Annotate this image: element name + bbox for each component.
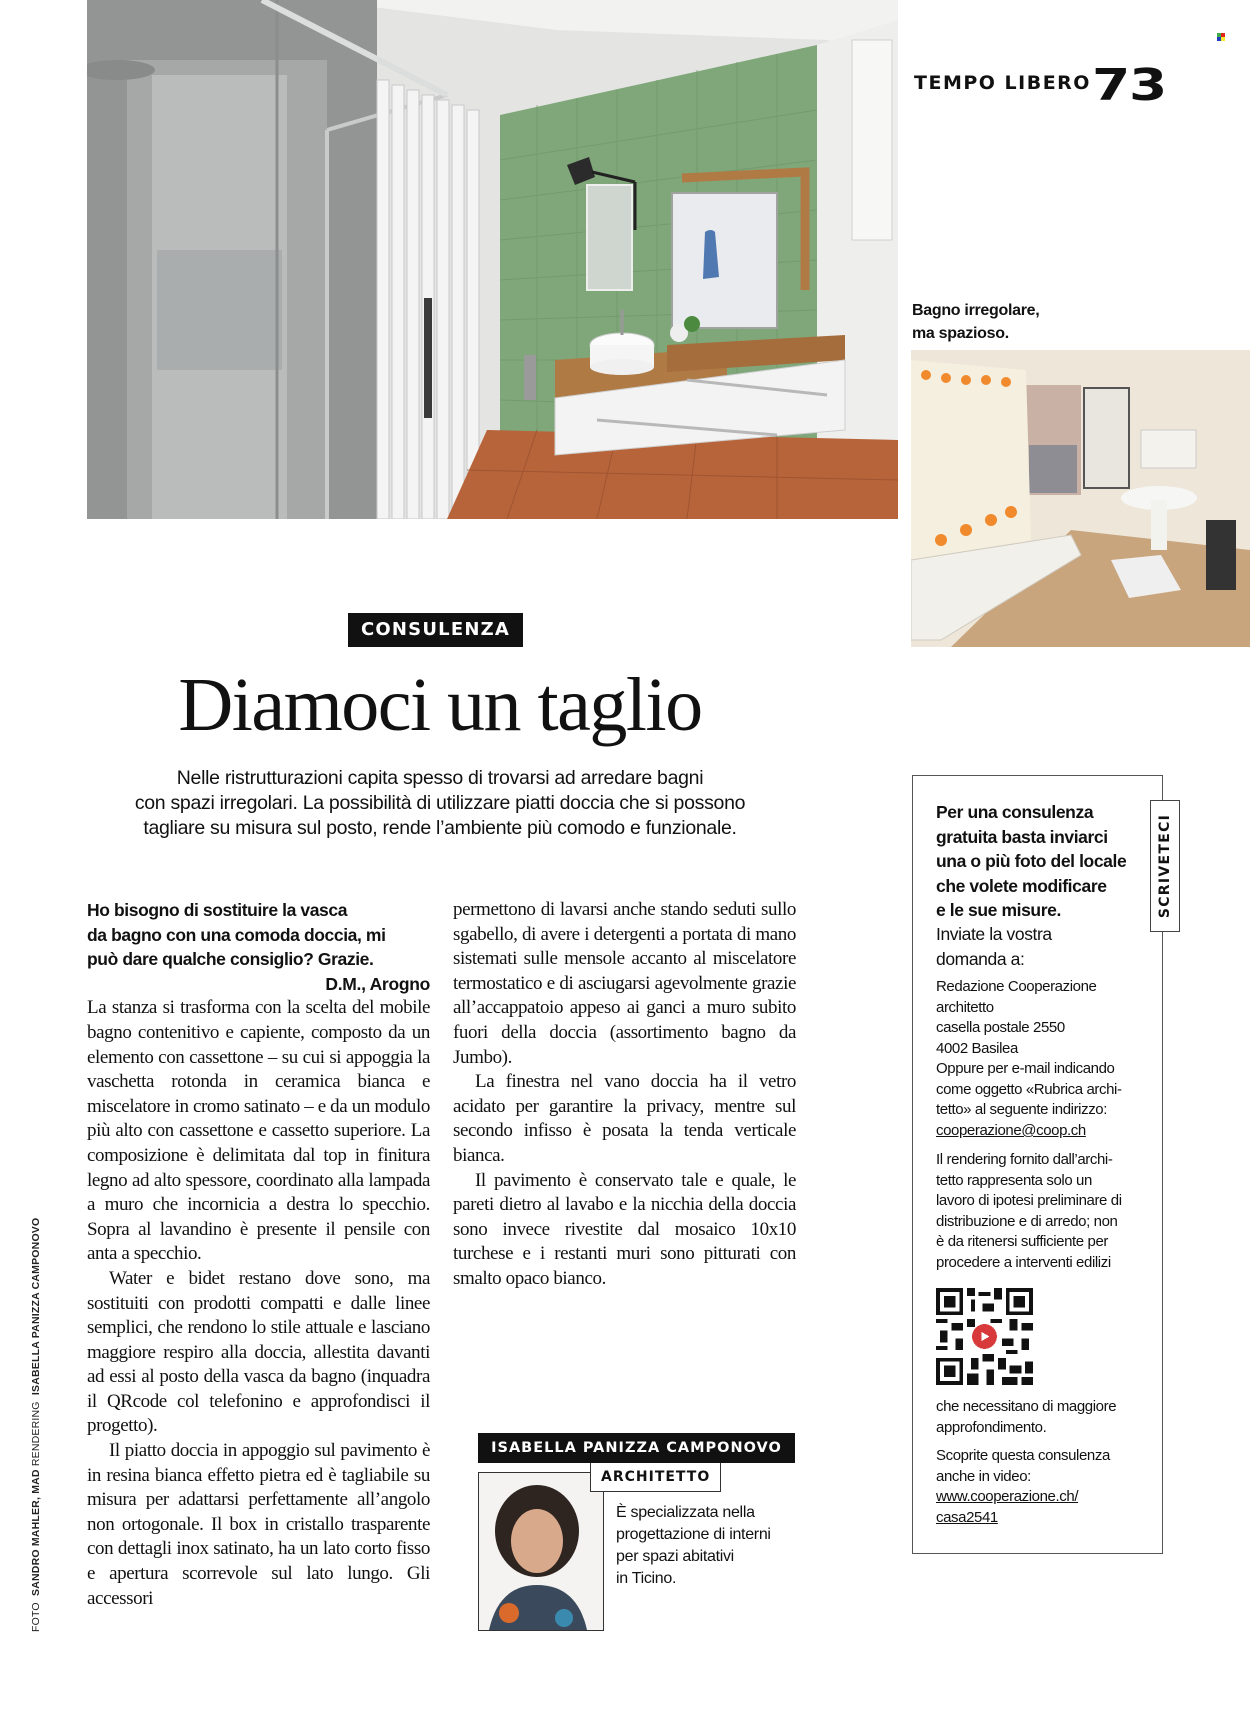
kicker-badge: CONSULENZA — [348, 613, 523, 647]
sidebar-intro-line: Per una consulenza — [936, 802, 1094, 822]
photo-credit — [30, 1217, 42, 1632]
sidebar-instructions — [936, 922, 1156, 971]
rendering-disclaimer — [936, 1150, 1156, 1273]
postal-address — [936, 977, 1156, 1121]
bathroom-rendering-image — [87, 0, 898, 519]
article-column-1 — [87, 898, 430, 1611]
question-line: da bagno con una comoda doccia, mi — [87, 924, 386, 945]
author-bio — [616, 1502, 806, 1590]
disclaimer-line: tetto rappresenta solo un — [936, 1171, 1092, 1189]
sidebar-instructions-line: domanda a: — [936, 948, 1025, 969]
bio-line: progettazione di interni — [616, 1526, 771, 1543]
address-line: 4002 Basilea — [936, 1039, 1018, 1057]
body-paragraph: Water e bidet restano dove sono, ma sostituiti con prodotti compatti e dalle linee semplici, che rendono lo stile attuale e lasciano maggiore respiro alla doccia, allestita davanti ad essi al posto della vasca da bagno (inquadra il QRcode col telefonino e approfondisci il progetto). — [87, 1267, 430, 1437]
address-line: Oppure per e-mail indicando — [936, 1060, 1115, 1077]
article-column-2 — [453, 898, 796, 1292]
video-text-line: Scoprite questa consulenza — [936, 1447, 1110, 1464]
address-line: tetto» al seguente indirizzo: — [936, 1101, 1108, 1118]
email-link[interactable]: cooperazione@coop.ch — [936, 1122, 1086, 1139]
video-link[interactable]: casa2541 — [936, 1508, 998, 1526]
lead-line: con spazi irregolari. La possibilità di utilizzare piatti doccia che si possono — [134, 792, 746, 814]
body-paragraph: La stanza si trasforma con la scelta del mobile bagno contenitivo e capiente, composto da un elemento con cassettone – su cui si appoggia la vaschetta rotonda in ceramica bianca e miscelatore in cromo satinato – e da un modulo più alto con cassettone e cassetto superiore. La composizione è delimitata dal top in finitura legno ad alto spessore, coordinato alla lampada a muro che incornicia a destra lo specchio. Sopra al lavandino è presente il pensile con anta a specchio. — [87, 997, 430, 1265]
sidebar-intro-line: e le sue misure. — [936, 900, 1061, 920]
headline: Diamoci un taglio — [178, 663, 702, 747]
question-line: può dare qualche consiglio? Grazie. — [87, 949, 374, 970]
disclaimer-line: distribuzione e di arredo; non — [936, 1212, 1118, 1230]
video-link[interactable]: www.cooperazione.ch/ — [936, 1488, 1079, 1505]
existing-bathroom-photo — [911, 350, 1250, 647]
body-paragraph: Il piatto doccia in appoggio sul pavimento è in resina bianca effetto pietra ed è tagliabile su misura per adattarsi perfettamente all’angolo non ortogonale. Il box in cristallo trasparente con dettagli inox satinato, ha un lato corto fisso e apertura scorrevole sul lato lungo. Gli accessori — [87, 1440, 430, 1609]
qr-code-icon[interactable] — [936, 1288, 1033, 1385]
disclaimer-line: lavoro di ipotesi preliminare di — [936, 1192, 1122, 1209]
bio-line: È specializzata nella — [616, 1504, 755, 1521]
question-line: Ho bisogno di sostituire la vasca — [87, 900, 348, 920]
sidebar-intro-line: gratuita basta inviarci — [936, 826, 1108, 847]
sidebar-intro-line: che volete modificare — [936, 875, 1107, 896]
bio-line: per spazi abitativi — [616, 1548, 734, 1565]
qr-code-video — [936, 1288, 1033, 1385]
credit-label: FOTO — [30, 1602, 42, 1632]
author-photo — [478, 1472, 604, 1631]
disclaimer-line: approfondimento. — [936, 1418, 1047, 1436]
credit-rendering-label: RENDERING — [30, 1401, 42, 1467]
caption-line: Bagno irregolare, — [912, 302, 1040, 319]
sidebar-tab-label: SCRIVETECI — [1157, 813, 1173, 919]
video-text-line: anche in video: — [936, 1467, 1031, 1485]
author-role-badge: ARCHITETTO — [590, 1463, 721, 1492]
disclaimer-line: procedere a interventi edilizi — [936, 1253, 1111, 1271]
body-paragraph: permettono di lavarsi anche stando seduti sullo sgabello, di avere i detergenti a portata di mano sistemati sulle mensole accanto al miscelatore termostatico e di asciugarsi agevolmente grazie all’accappatoio appeso ai ganci a muro subito fuori della doccia (assortimento bagno da Jumbo). — [453, 899, 796, 1068]
body-paragraph: Il pavimento è conservato tale e quale, le pareti dietro al lavabo e la nicchia della doccia sono invece rivestite dal mosaico 10x10 turchese e i restanti muri sono pitturati con smalto opaco bianco. — [453, 1169, 796, 1289]
body-paragraph: La finestra nel vano doccia ha il vetro acidato per garantire la privacy, mentre sul secondo infisso è posata la tenda verticale bianca. — [453, 1071, 796, 1166]
caption-line: ma spazioso. — [912, 325, 1009, 342]
author-name-banner: ISABELLA PANIZZA CAMPONOVO — [478, 1433, 795, 1463]
reader-signature: D.M., Arogno — [325, 973, 430, 994]
lead-line: Nelle ristrutturazioni capita spesso di trovarsi ad arredare bagni — [176, 767, 704, 789]
sidebar-instructions-line: Inviate la vostra — [936, 924, 1052, 944]
address-line: architetto — [936, 998, 994, 1016]
sidebar-intro-line: una o più foto del locale — [936, 851, 1127, 871]
lead-paragraph — [80, 766, 800, 841]
reader-question — [87, 898, 430, 972]
author-portrait-photo — [479, 1473, 603, 1630]
page-number: 73 — [1092, 60, 1167, 111]
credit-rendering-author: ISABELLA PANIZZA CAMPONOVO — [30, 1217, 42, 1396]
hero-rendering-image — [87, 0, 898, 519]
section-label: TEMPO LIBERO — [914, 72, 1091, 94]
credit-photographer: SANDRO MAHLER, MAD — [30, 1469, 42, 1596]
address-line: come oggetto «Rubrica archi- — [936, 1080, 1122, 1098]
before-photo-image — [911, 350, 1250, 647]
address-line: casella postale 2550 — [936, 1019, 1065, 1036]
disclaimer-line: è da ritenersi sufficiente per — [936, 1233, 1108, 1250]
print-color-mark-icon — [1217, 33, 1225, 41]
photo-caption — [912, 299, 1039, 345]
disclaimer-line: Il rendering fornito dall’archi- — [936, 1151, 1113, 1168]
bio-line: in Ticino. — [616, 1570, 677, 1587]
video-info — [936, 1446, 1156, 1528]
address-line: Redazione Cooperazione — [936, 978, 1097, 995]
sidebar-intro — [936, 800, 1156, 923]
lead-line: tagliare su misura sul posto, rende l’ambiente più comodo e funzionale. — [143, 817, 737, 839]
disclaimer-line: che necessitano di maggiore — [936, 1398, 1117, 1415]
rendering-disclaimer-continued — [936, 1397, 1156, 1438]
